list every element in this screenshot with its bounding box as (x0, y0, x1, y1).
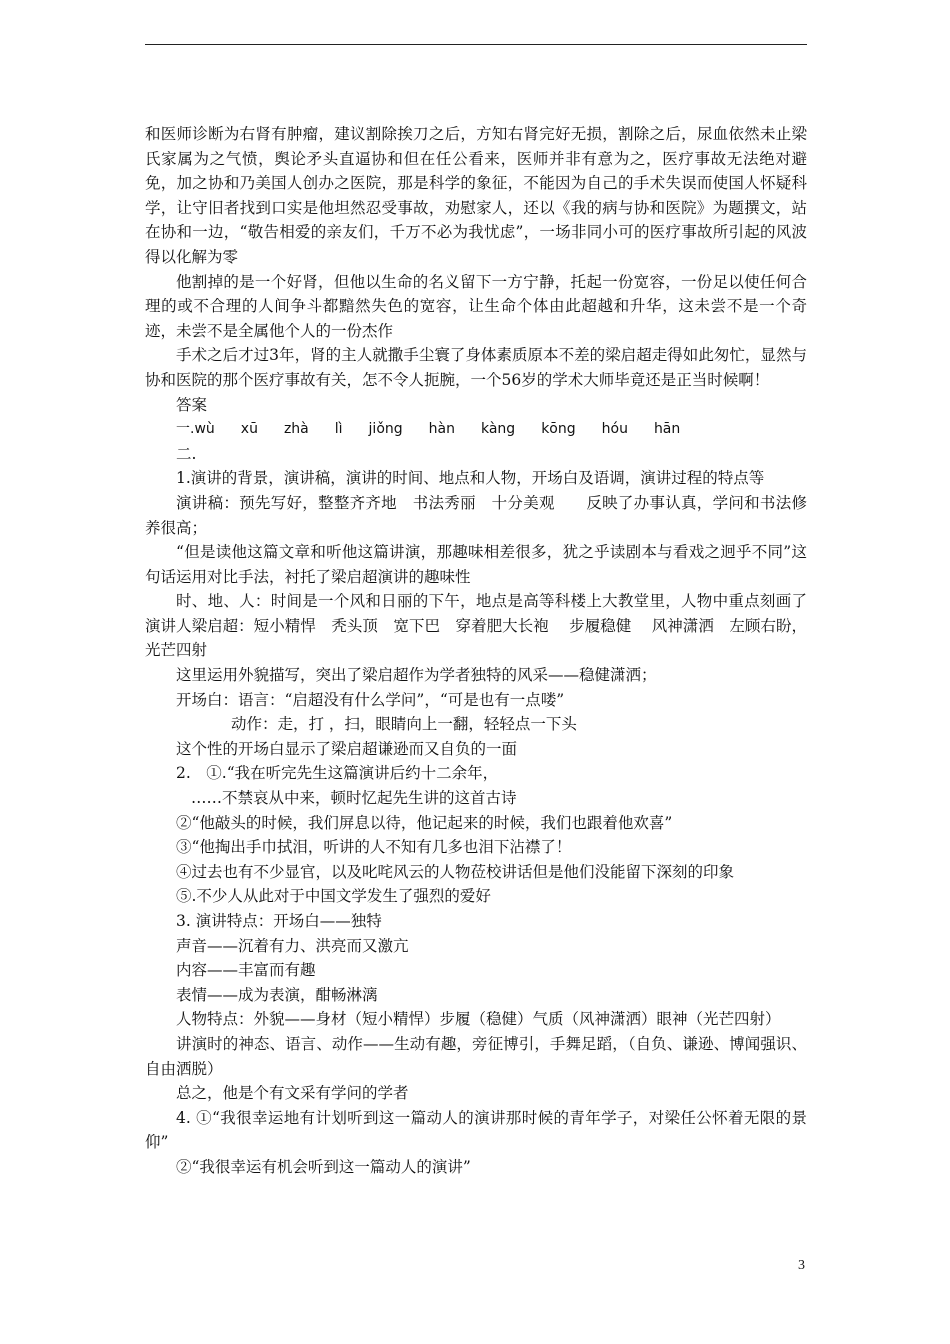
answer-line: 4. ①“我很幸运地有计划听到这一篇动人的演讲那时候的青年学子，对梁任公怀着无限的景仰” (145, 1108, 807, 1152)
answer-line: 时、地、人：时间是一个风和日丽的下午，地点是高等科楼上大教堂里，人物中重点刻画了演讲人梁启超：短小精悍 秃头顶 宽下巴 穿着肥大长袍 步履稳健 风神潇洒 左顾右盼，光芒四射 (145, 592, 807, 660)
paragraph-1: 和医师诊断为右肾有肿瘤，建议割除挨刀之后，方知右肾完好无损，割除之后，尿血依然未止梁氏家属为之气愤，舆论矛头直逼协和但在任公看来，医师并非有意为之，医疗事故无法绝对避免，加之协和乃美国人创办之医院，那是科学的象征，不能因为自己的手术失误而使国人怀疑科学，让守旧者找到口实是他坦然忍受事故，劝慰家人，还以《我的病与协和医院》为题撰文，站在协和一边，“敬告相爱的亲友们，千万不必为我忧虑”，一场非同小可的医疗事故所引起的风波得以化解为零 (145, 125, 807, 266)
pinyin-item: zhà (283, 421, 309, 438)
pinyin-item: jiǒng (368, 421, 403, 438)
answer-line: ②“他敲头的时候，我们屏息以待，他记起来的时候，我们也跟着他欢喜” (176, 813, 673, 832)
answer-line: “但是读他这篇文章和听他这篇讲演，那趣味相差很多，犹之乎读剧本与看戏之迥乎不同”这句话运用对比手法，衬托了梁启超演讲的趣味性 (145, 543, 807, 586)
pinyin-item: hóu (601, 421, 628, 438)
answer-line: 1.演讲的背景，演讲稿，演讲的时间、地点和人物，开场白及语调，演讲过程的特点等 (176, 469, 765, 488)
answer-heading: 答案 (176, 395, 208, 414)
section-2-label: 二. (176, 444, 197, 463)
pinyin-prefix: 一. (176, 421, 195, 438)
answer-line: ⑤.不少人从此对于中国文学发生了强烈的爱好 (176, 887, 491, 906)
pinyin-item: wù (194, 421, 215, 438)
answer-line: 人物特点：外貌——身材（短小精悍）步履（稳健）气质（风神潇洒）眼神（光芒四射） (176, 1010, 781, 1029)
answer-line: 内容——丰富而有趣 (176, 961, 316, 980)
answer-line: 声音——沉着有力、洪亮而又激亢 (176, 936, 409, 955)
header-rule (145, 44, 807, 45)
answer-line: 动作：走，打 ，扫，眼睛向上一翻，轻轻点一下头 (231, 715, 577, 734)
pinyin-item: hān (653, 421, 681, 438)
pinyin-answers (145, 417, 807, 442)
paragraph-2: 他割掉的是一个好肾，但他以生命的名义留下一方宁静，托起一份宽容，一份足以使任何合理的或不合理的人间争斗都黯然失色的宽容，让生命个体由此超越和升华，这未尝不是一个奇迹，未尝不是全属他个人的一份杰作 (145, 272, 807, 340)
answer-line: 总之，他是个有文采有学问的学者 (176, 1084, 409, 1103)
pinyin-item: xū (240, 421, 258, 438)
answer-line: ③“他掏出手巾拭泪，听讲的人不知有几多也泪下沾襟了！ (176, 838, 572, 857)
page-body (145, 122, 807, 1180)
answer-line: 讲演时的神态、语言、动作——生动有趣，旁征博引，手舞足蹈，（自负、谦逊、博闻强识、自由洒脱） (145, 1034, 807, 1078)
pinyin-item: hàn (428, 421, 455, 438)
answer-line: ②“我很幸运有机会听到这一篇动人的演讲” (176, 1157, 471, 1176)
answer-line: 这里运用外貌描写，突出了梁启超作为学者独特的风采——稳健潇洒； (176, 666, 657, 685)
answer-line: 3. 演讲特点：开场白——独特 (176, 912, 382, 930)
answer-line: 演讲稿：预先写好，整整齐齐地 书法秀丽 十分美观 反映了办事认真，学问和书法修养很高； (145, 493, 807, 537)
answer-line: 表情——成为表演，酣畅淋漓 (176, 985, 378, 1004)
answer-line: 这个性的开场白显示了梁启超谦逊而又自负的一面 (176, 739, 518, 758)
answer-line: ④过去也有不少显官，以及叱咤风云的人物莅校讲话但是他们没能留下深刻的印象 (176, 862, 735, 881)
pinyin-item: kōng (541, 421, 576, 438)
paragraph-3: 手术之后才过3年，肾的主人就撒手尘寰了身体素质原本不差的梁启超走得如此匆忙，显然与协和医院的那个医疗事故有关，怎不令人扼腕，一个56岁的学术大师毕竟还是正当时候啊！ (145, 346, 807, 389)
answer-line: 2. ①.“我在听完先生这篇演讲后约十二余年， (176, 764, 499, 783)
answer-line: ……不禁哀从中来，顿时忆起先生讲的这首古诗 (191, 789, 517, 808)
answer-line: 开场白：语言：“启超没有什么学问”，“可是也有一点喽” (176, 690, 565, 709)
pinyin-item: kàng (480, 421, 516, 438)
page-number: 3 (798, 1258, 805, 1273)
pinyin-item: lì (334, 421, 343, 438)
